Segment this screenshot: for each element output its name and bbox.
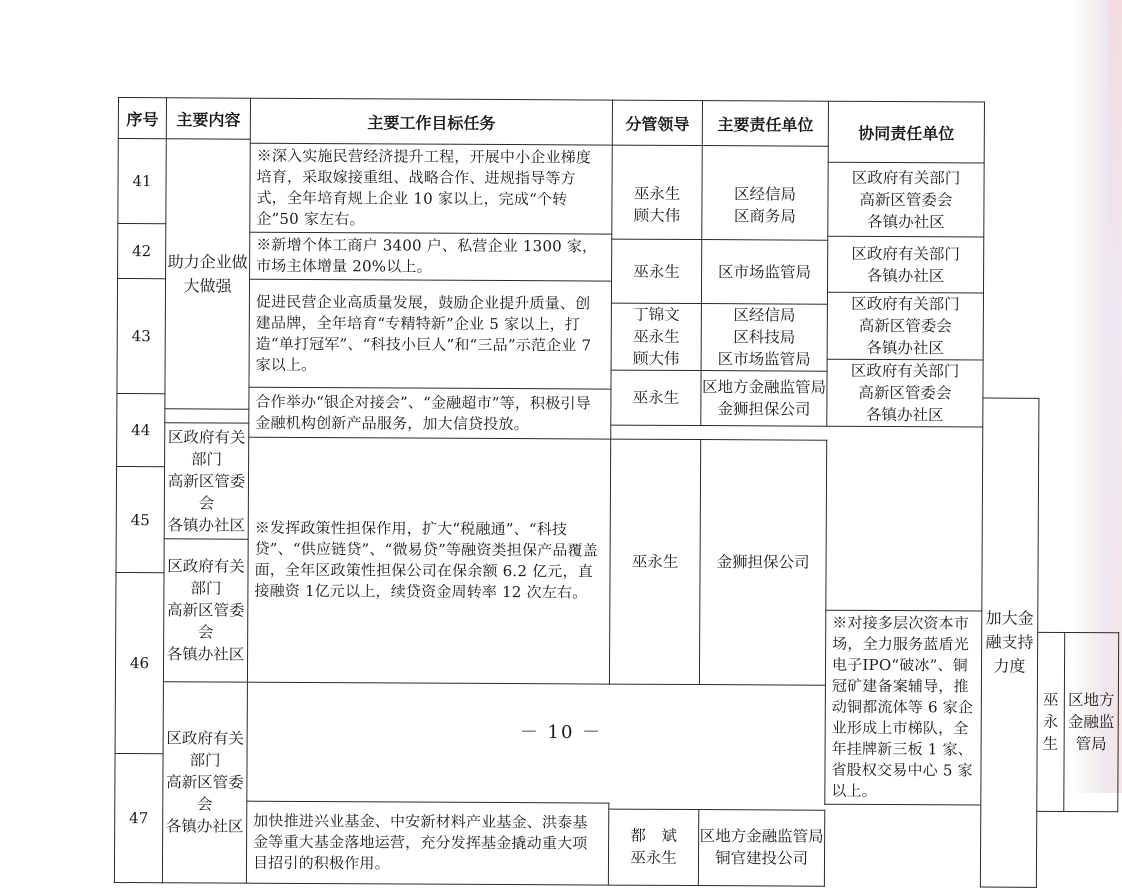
leader-46: 巫永生 xyxy=(1037,633,1065,811)
cooperating-42-43: 区政府有关部门 各镇办社区 xyxy=(827,236,983,293)
leader-47: 都 斌 巫永生 xyxy=(608,809,698,885)
leader-header-spacer xyxy=(612,145,702,171)
task-41: ※深入实施民营经济提升工程，开展中小企业梯度培育，采取嫁接重组、战略合作、进规指导等方式，全年培育规上企业 10 家以上，完成“个转企”50 家左右。 xyxy=(250,143,612,234)
row-number-46: 46 xyxy=(115,572,164,754)
row-number-41: 41 xyxy=(118,139,166,224)
cooperating-41-42: 区政府有关部门 高新区管委会 各镇办社区 xyxy=(828,162,984,237)
header-leader: 分管领导 xyxy=(612,100,702,145)
leader-42-43: 巫永生 xyxy=(611,239,701,303)
task-43: 促进民营企业高质量发展，鼓励企业提升质量、创建品牌，全年培育“专精特新”企业 5 家以上，打造“单打冠军”、“科技小巨人”和“三品”示范企业 7 家以上。 xyxy=(249,279,612,389)
leader-45: 巫永生 xyxy=(609,439,700,685)
task-46: ※对接多层次资本市场，全力服务蓝盾光电子IPO“破冰”、铜冠矿建备案辅导，推动铜都流体等 6 家企业形成上市梯队，全年挂牌新三板 1 家、省股权交易中心 5 家以上。 xyxy=(825,610,982,805)
responsible-45: 金狮担保公司 xyxy=(699,440,826,686)
cooperating-46: 区政府有关部门 高新区管委会 各镇办社区 xyxy=(163,539,248,683)
row-number-44: 44 xyxy=(117,394,165,467)
responsible-46: 区地方金融监管局 xyxy=(1064,633,1119,812)
task-47: 加快推进兴业基金、中安新材料产业基金、洪泰基金等重大基金落地运营，充分发挥基金撬动重大项目招引的积极作用。 xyxy=(246,801,608,885)
row-number-45: 45 xyxy=(116,466,165,572)
row-number-43: 43 xyxy=(117,279,166,394)
cooperating-43: 区政府有关部门 高新区管委会 各镇办社区 xyxy=(827,292,983,360)
row-number-47: 47 xyxy=(114,754,163,882)
page-number: － 10 － xyxy=(519,722,603,743)
row-number-42: 42 xyxy=(118,223,166,279)
header-no: 序号 xyxy=(118,98,166,139)
header-cooperating: 协同责任单位 xyxy=(828,101,984,163)
leader-44: 巫永生 xyxy=(611,370,701,425)
task-42: ※新增个体工商户 3400 户、私营企业 1300 家，市场主体增量 20%以上。 xyxy=(250,232,612,281)
task-45: ※发挥政策性担保作用，扩大“税融通”、“科技贷”、“供应链贷”、“微易贷”等融资类担保产品覆盖面，全年区政策性担保公司在保余额 6.2 亿元，直接融资 1亿元以上，续贷资金周转率 12 次左右。 xyxy=(247,437,610,684)
header-responsible: 主要责任单位 xyxy=(702,101,828,147)
responsible-header-spacer xyxy=(702,146,828,172)
group-content-2: 加大金融支持力度 xyxy=(980,398,1038,887)
responsible-43: 区经信局 区科技局 区市场监管局 xyxy=(701,304,827,372)
header-content: 主要内容 xyxy=(166,98,250,139)
group-content-1: 助力企业做大做强 xyxy=(165,139,250,409)
cooperating-47: 区政府有关部门 高新区管委会 各镇办社区 xyxy=(162,682,247,883)
leader-43: 丁锦文 巫永生 顾大伟 xyxy=(611,303,701,370)
work-target-table xyxy=(114,97,1122,888)
task-44: 合作举办“银企对接会”、“金融超市”等，积极引导金融机构创新产品服务，加大信贷投放。 xyxy=(249,388,611,440)
responsible-47: 区地方金融监管局 铜官建投公司 xyxy=(698,809,824,886)
responsible-42-43: 区市场监管局 xyxy=(701,240,827,305)
cooperating-45: 区政府有关部门 高新区管委会 各镇办社区 xyxy=(164,423,249,539)
cooperating-44: 区政府有关部门 高新区管委会 各镇办社区 xyxy=(827,359,983,427)
leader-41-42: 巫永生 顾大伟 xyxy=(612,170,702,239)
responsible-41-42: 区经信局 区商务局 xyxy=(702,171,828,240)
responsible-44: 区地方金融监管局 金狮担保公司 xyxy=(701,371,827,427)
header-task: 主要工作目标任务 xyxy=(250,98,612,145)
